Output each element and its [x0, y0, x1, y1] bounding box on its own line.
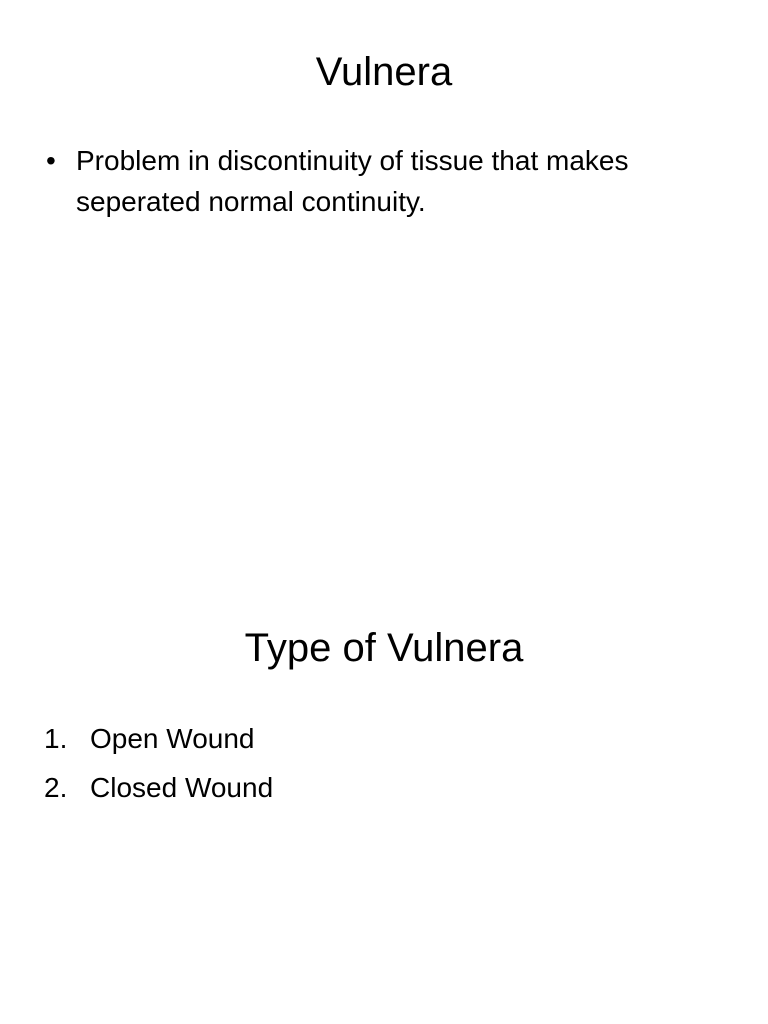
bullet-item: [46, 140, 726, 222]
list-item-text: Closed Wound: [90, 772, 274, 803]
slide-title: Vulnera: [315, 50, 453, 94]
list-item-closed-wound: [44, 763, 724, 812]
list-item-open-wound: [44, 714, 724, 763]
numbered-list: [44, 714, 724, 812]
bullet-marker: •: [46, 145, 56, 176]
bullet-text: Problem in discontinuity of tissue that makes seperated normal continuity.: [76, 145, 629, 217]
slide-type-of-vulnera: [0, 576, 768, 1024]
list-number: 1.: [44, 723, 68, 754]
bullet-list: [46, 140, 726, 222]
list-item-text: Open Wound: [90, 723, 255, 754]
list-number: 2.: [44, 772, 68, 803]
slide-title: Type of Vulnera: [244, 626, 524, 670]
